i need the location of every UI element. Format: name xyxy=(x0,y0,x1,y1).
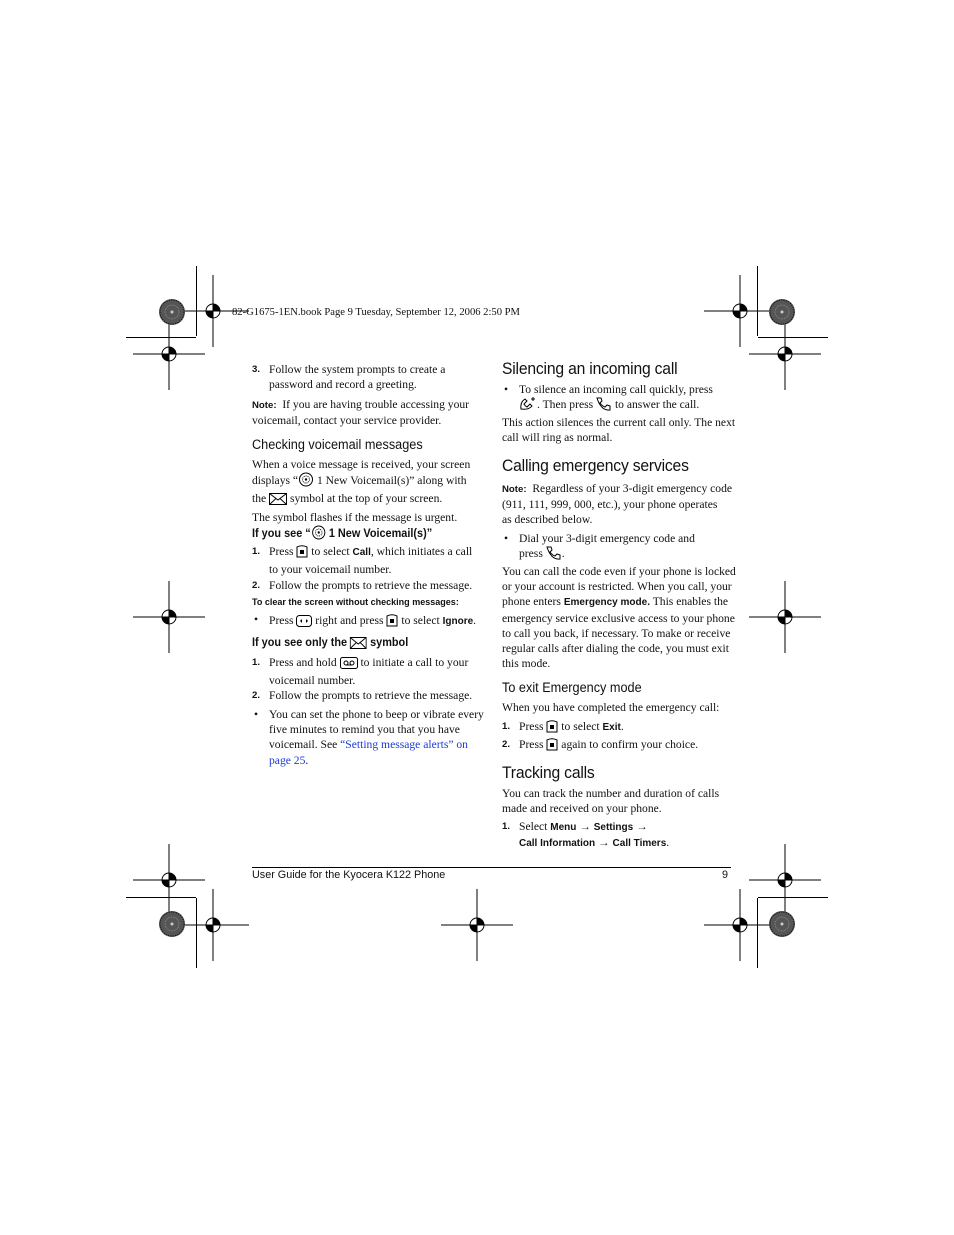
bullet: • xyxy=(254,613,259,626)
navigation-key-icon xyxy=(296,615,312,631)
clear-screen-heading: To clear the screen without checking messages: xyxy=(252,597,459,608)
voicemail-key-icon xyxy=(340,657,358,673)
exit-step-1: Press to select Exit. xyxy=(519,719,624,737)
step-2-retrieve: Follow the prompts to retrieve the message. xyxy=(269,689,473,702)
envelope-icon xyxy=(350,637,367,652)
book-header-line: 82-G1675-1EN.book Page 9 Tuesday, September 12, 2006 2:50 PM xyxy=(232,307,520,318)
emergency-mode-paragraph: You can call the code even if your phone is locked or your account is restricted. When you call, your phone enters Emergency mode. This enables the emergency service exclusive access to your phone to call you back, if necessary. To make or receive regular calls after dialing the code, you must exit this mode. xyxy=(502,565,736,671)
exit-intro: When you have completed the emergency call: xyxy=(502,701,720,714)
silencing-call-heading: Silencing an incoming call xyxy=(502,360,678,378)
beep-reminder-paragraph: You can set the phone to beep or vibrate every five minutes to remind you that you have voicemail. See “Setting message alerts” on page 25. xyxy=(269,708,484,767)
voicemail-icon xyxy=(298,472,314,491)
footer-rule xyxy=(252,867,731,868)
tracking-calls-heading: Tracking calls xyxy=(502,764,595,782)
checking-paragraph: When a voice message is received, your screen displays “ 1 New Voicemail(s)” along with the symbol at the top of your screen. The symbol flashes if the message is urgent. xyxy=(252,458,471,524)
exit-emergency-mode-heading: To exit Emergency mode xyxy=(502,680,642,695)
envelope-icon xyxy=(269,493,287,509)
clear-screen-instruction: Press right and press to select Ignore. xyxy=(269,613,476,631)
tracking-paragraph: You can track the number and duration of calls made and received on your phone. xyxy=(502,787,720,816)
ok-key-icon xyxy=(546,738,558,755)
setting-message-alerts-link[interactable]: “Setting message alerts” on xyxy=(340,738,468,752)
send-key-icon xyxy=(546,546,562,564)
if-you-see-new-voicemail-heading: If you see “ 1 New Voicemail(s)” xyxy=(252,525,432,543)
tracking-step-1: Select Menu → Settings → Call Information → Call Timers. xyxy=(519,820,670,850)
voicemail-icon xyxy=(311,525,326,543)
emergency-services-heading: Calling emergency services xyxy=(502,457,689,475)
if-you-see-only-symbol-heading: If you see only the symbol xyxy=(252,636,408,652)
bullet: • xyxy=(504,383,509,396)
step-number: 1. xyxy=(502,721,511,732)
step-1-press-hold: Press and hold to initiate a call to your voicemail number. xyxy=(269,656,469,688)
page-number: 9 xyxy=(722,869,729,881)
step-1-call: Press to select Call, which initiates a call to your voicemail number. xyxy=(269,545,473,577)
checking-voicemail-heading: Checking voicemail messages xyxy=(252,437,423,452)
footer-title: User Guide for the Kyocera K122 Phone xyxy=(252,869,446,881)
step-number: 1. xyxy=(502,821,511,832)
page-25-link[interactable]: page 25 xyxy=(269,753,306,767)
step-number: 1. xyxy=(252,657,261,668)
step-3-text: Follow the system prompts to create a password and record a greeting. xyxy=(269,363,446,392)
step-number: 3. xyxy=(252,364,261,375)
silence-note: This action silences the current call only. The next call will ring as normal. xyxy=(502,416,736,445)
note-voicemail: Note: If you are having trouble accessing your voicemail, contact your service provider. xyxy=(252,398,470,428)
send-key-icon xyxy=(596,397,612,415)
ok-key-icon xyxy=(296,545,308,562)
ok-key-icon xyxy=(546,720,558,737)
dial-instruction: Dial your 3-digit emergency code and press . xyxy=(519,531,695,564)
volume-key-icon xyxy=(519,397,537,415)
ok-key-icon xyxy=(386,614,398,631)
step-number: 2. xyxy=(502,739,511,750)
step-number: 1. xyxy=(252,546,261,557)
bullet: • xyxy=(254,708,259,721)
silence-instruction: To silence an incoming call quickly, press . Then press to answer the call. xyxy=(519,382,713,415)
step-number: 2. xyxy=(252,580,261,591)
emergency-note: Note: Regardless of your 3-digit emergency code (911, 111, 999, 000, etc.), your phone operates as described below. xyxy=(502,482,733,527)
step-number: 2. xyxy=(252,690,261,701)
bullet: • xyxy=(504,532,509,545)
exit-step-2: Press again to confirm your choice. xyxy=(519,737,698,755)
step-2-retrieve: Follow the prompts to retrieve the message. xyxy=(269,579,473,592)
